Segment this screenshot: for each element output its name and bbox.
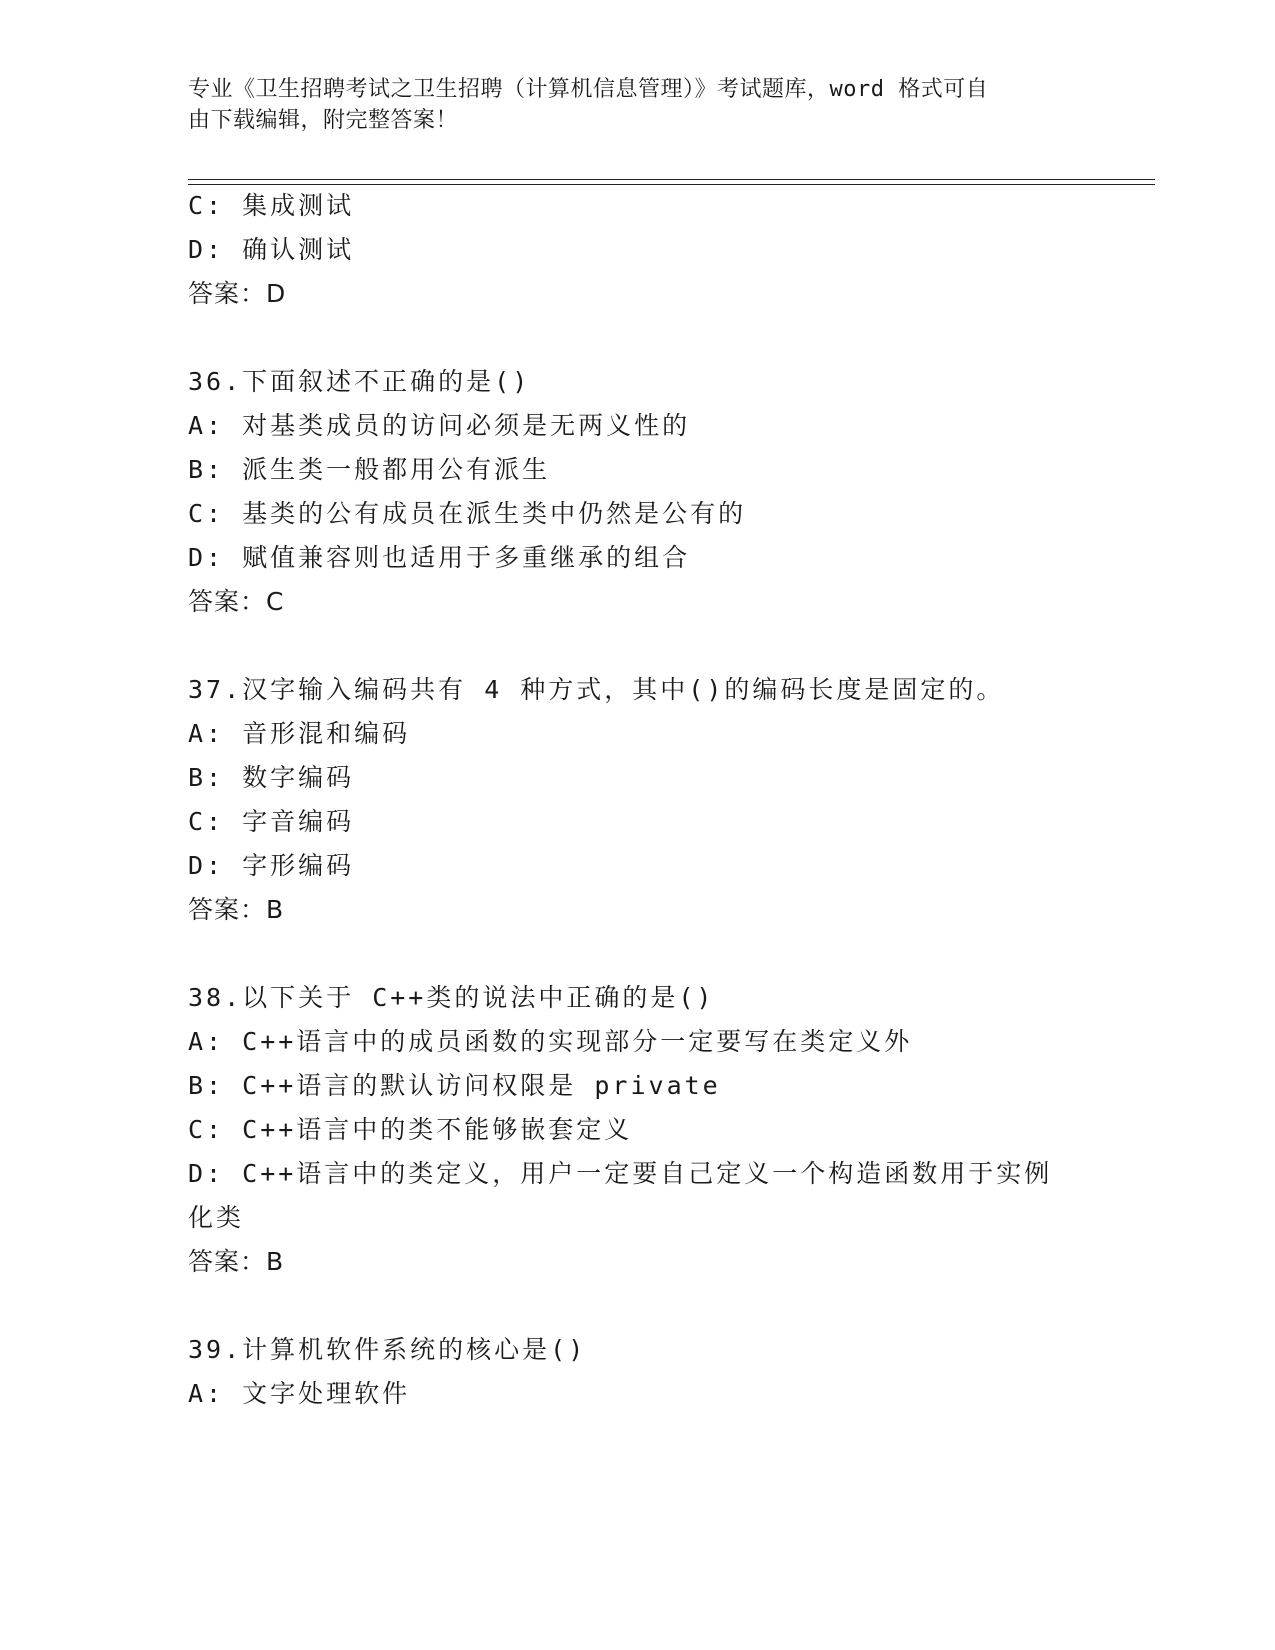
q36-option-b: B: 派生类一般都用公有派生 [188, 455, 551, 484]
q38-option-b: B: C++语言的默认访问权限是 private [188, 1071, 721, 1100]
q37-stem: 37.汉字输入编码共有 4 种方式，其中()的编码长度是固定的。 [188, 675, 1005, 704]
q37-option-a: A: 音形混和编码 [188, 719, 411, 748]
header-line-2: 由下载编辑，附完整答案！ [188, 108, 459, 133]
q37-answer: 答案：B [188, 895, 285, 924]
header-divider-bottom [188, 184, 1155, 185]
q35-answer: 答案：D [188, 279, 287, 308]
q39-stem: 39.计算机软件系统的核心是() [188, 1335, 587, 1364]
q36-stem: 36.下面叙述不正确的是() [188, 367, 531, 396]
header-line-1: 专业《卫生招聘考试之卫生招聘（计算机信息管理）》考试题库，word 格式可自 [188, 77, 989, 102]
q37-option-d: D: 字形编码 [188, 851, 355, 880]
q37-option-c: C: 字音编码 [188, 807, 355, 836]
q36-option-a: A: 对基类成员的访问必须是无两义性的 [188, 411, 691, 440]
q38-option-d: D: C++语言中的类定义，用户一定要自己定义一个构造函数用于实例 [188, 1159, 1053, 1188]
q38-answer: 答案：B [188, 1247, 285, 1276]
q38-stem: 38.以下关于 C++类的说法中正确的是() [188, 983, 715, 1012]
q38-option-d-continued: 化类 [188, 1203, 245, 1232]
q36-option-c: C: 基类的公有成员在派生类中仍然是公有的 [188, 499, 747, 528]
q35-option-d: D: 确认测试 [188, 235, 355, 264]
q35-option-c: C: 集成测试 [188, 191, 355, 220]
q39-option-a: A: 文字处理软件 [188, 1379, 411, 1408]
q37-option-b: B: 数字编码 [188, 763, 355, 792]
header-divider-top [188, 179, 1155, 180]
q38-option-a: A: C++语言中的成员函数的实现部分一定要写在类定义外 [188, 1027, 913, 1056]
q38-option-c: C: C++语言中的类不能够嵌套定义 [188, 1115, 633, 1144]
q36-answer: 答案：C [188, 587, 285, 616]
q36-option-d: D: 赋值兼容则也适用于多重继承的组合 [188, 543, 691, 572]
document-header [188, 74, 1088, 136]
